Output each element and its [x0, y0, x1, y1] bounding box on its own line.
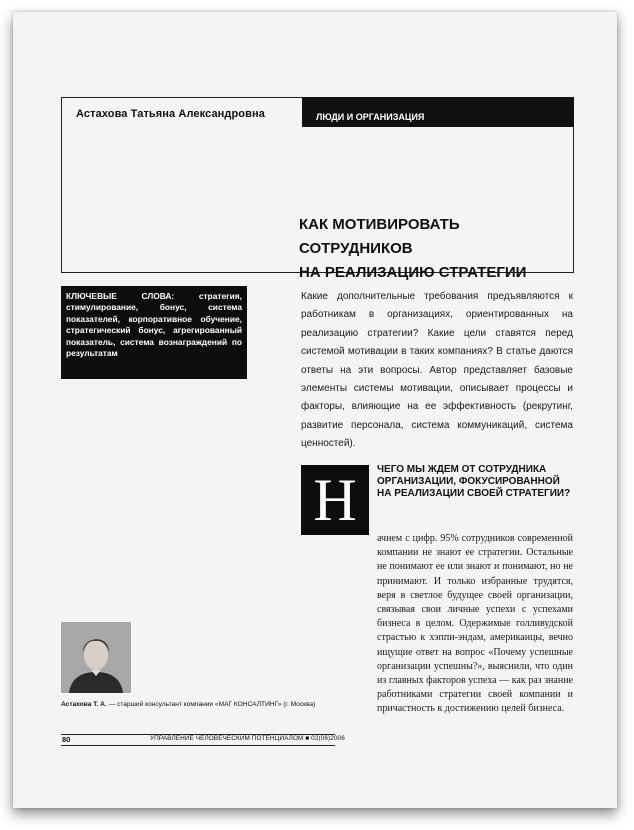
section-heading: ЧЕГО МЫ ЖДЕМ ОТ СОТРУДНИКА ОРГАНИЗАЦИИ, ФОКУСИРОВАННОЙ НА РЕАЛИЗАЦИИ СВОЕЙ СТРАТЕГИИ?: [377, 464, 571, 499]
portrait-image: [61, 622, 131, 693]
author-name: Астахова Татьяна Александровна: [76, 108, 265, 120]
footer-rule-bottom: [61, 745, 335, 746]
body-paragraph: ачнем с цифр. 95% сотрудников современной компании не знают ее стратегии. Остальные не понимают ее или знают и понимают, но не принимают. И только избранные трудятся, веря в светлое будущее своей организации, связывая свои личные успехи с успехами бизнеса в целом. Одержимые голливудской страстью к хэппи-эндам, американцы, вечно ищущие ответ на вопрос «Почему успешные организации успешны?», выяснили, что один из главных факторов успеха — как раз знание работниками стратегии своей компании и причастность к достижению целей бизнеса.: [377, 533, 573, 715]
keywords-box: [61, 286, 247, 379]
title-line-1: КАК МОТИВИРОВАТЬ СОТРУДНИКОВ: [299, 216, 460, 257]
section-label: ЛЮДИ И ОРГАНИЗАЦИЯ: [316, 112, 425, 122]
abstract: Какие дополнительные требования предъявляются к работникам в организациях, ориентированных на реализацию стратегии? Какие цели ставятся перед системой мотивации в таких компаниях? В статье даются ответы на эти вопросы. Автор представляет базовые элементы системы мотивации, описывает процессы и факторы, влияющие на ее эффективность (рекрутинг, развитие персонала, система коммуникаций, система ценностей).: [301, 291, 573, 450]
caption-text: — старший консультант компании «МАГ КОНСАЛТИНГ» (г. Москва): [106, 701, 316, 708]
keywords-text: стратегия, стимулирование, бонус, система показателей, корпоративное обучение, стратегический бонус, агрегированный показатель, система вознаграждений по результатам: [66, 291, 242, 359]
drop-cap: Н: [301, 465, 369, 535]
photo-caption: [61, 700, 361, 709]
page-number: 80: [62, 735, 71, 744]
keywords-label: КЛЮЧЕВЫЕ СЛОВА:: [66, 291, 175, 301]
author-photo: [61, 622, 131, 693]
article-title: [299, 213, 569, 285]
caption-name: Астахова Т. А.: [61, 701, 107, 708]
title-line-2: НА РЕАЛИЗАЦИЮ СТРАТЕГИИ: [299, 264, 527, 281]
journal-name: УПРАВЛЕНИЕ ЧЕЛОВЕЧЕСКИМ ПОТЕНЦИАЛОМ ■ 02(06)2006: [150, 735, 345, 742]
